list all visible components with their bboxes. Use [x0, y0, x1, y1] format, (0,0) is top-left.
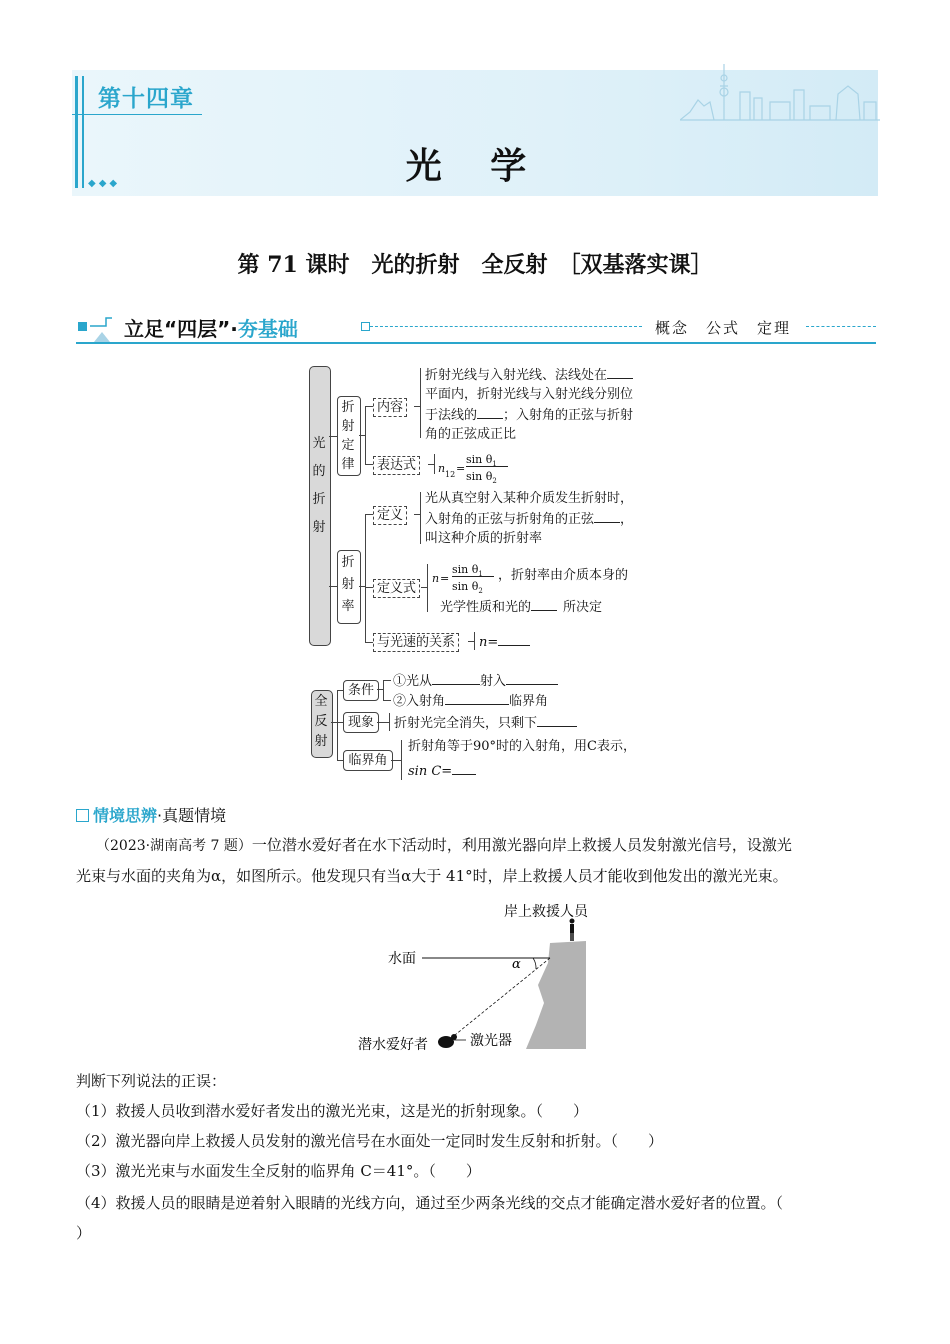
- crit-text: 折射角等于90°时的入射角，用C表示，: [408, 739, 636, 754]
- crit-label: 临界角: [343, 750, 393, 771]
- section-dash: [370, 326, 642, 327]
- label-alpha: α: [512, 957, 521, 972]
- index-speed-label: 与光速的关系: [373, 633, 459, 652]
- index-formula: n = $\sin \theta_1$ $\sin \theta_2$ ，折射率由介质本身的: [432, 563, 629, 596]
- judge-item-3: （3）激光光束与水面发生全反射的临界角 C＝41°。（ ）: [76, 1162, 481, 1180]
- chapter-divider: [72, 114, 202, 115]
- section-title-main: 立足“四层”·: [124, 317, 238, 341]
- label-rescuer: 岸上救援人员: [504, 904, 588, 920]
- decor-diamonds: ◆◆◆: [88, 178, 121, 189]
- section-marker: [361, 322, 370, 331]
- judge-item-4-cont: ）: [76, 1224, 92, 1242]
- laser-beam: [450, 958, 550, 1039]
- judge-item-2: （2）激光器向岸上救援人员发射的激光信号在水面处一定同时发生反射和折射。（ ）: [76, 1132, 664, 1150]
- judge-item-1: （1）救援人员收到潜水爱好者发出的激光光束，这是光的折射现象。（ ）: [76, 1102, 589, 1120]
- skyline-icon: [680, 62, 880, 122]
- cond-item-2: ②入射角 临界角: [393, 690, 548, 711]
- rescuer-icon: [570, 919, 575, 942]
- section-title: [124, 313, 298, 342]
- index-formula-text2: 光学性质和光的 所决定: [440, 596, 602, 617]
- cond-label: 条件: [343, 680, 379, 701]
- scenario-paragraph-2: 光束与水面的夹角为α，如图所示。他发现只有当α大于 41°时，岸上救援人员才能收到他发出的激光光束。: [76, 867, 788, 885]
- scenario-paragraph: （2023·湖南高考 7 题）一位潜水爱好者在水下活动时，利用激光器向岸上救援人员发射激光信号，设激光: [96, 836, 792, 854]
- label-diver: 潜水爱好者: [358, 1037, 428, 1053]
- section-title-highlight: 夯基础: [237, 317, 298, 341]
- checkbox-icon: [76, 809, 89, 822]
- root-label: 光 的 折 射: [312, 436, 326, 535]
- scenario-title: 情境思辨·真题情境: [76, 803, 226, 826]
- total-label: 全 反 射: [314, 694, 328, 749]
- lesson-title: 第 71 课时 光的折射 全反射 ［双基落实课］: [237, 252, 713, 278]
- index-label: 折 射 率: [341, 555, 355, 614]
- judge-item-4: （4）救援人员的眼睛是逆着射入眼睛的光线方向，通过至少两条光线的交点才能确定潜水爱好者的位置。（: [76, 1194, 784, 1212]
- diver-icon: [438, 1034, 457, 1048]
- section-tags: 概念 公式 定理: [655, 319, 792, 337]
- cond-item-1: ①光从 射入: [393, 670, 558, 691]
- chapter-title: 光 学: [405, 145, 545, 187]
- crit-formula: sin C=: [408, 760, 476, 781]
- index-def-label: 定义: [373, 506, 407, 525]
- section-underline: [76, 342, 876, 344]
- index-formula-label: 定义式: [373, 579, 420, 598]
- shore-cliff: [526, 941, 586, 1049]
- law-label: 折 射 定 律: [341, 400, 355, 472]
- phen-text: 折射光完全消失，只剩下: [394, 712, 577, 733]
- scenario-figure: [350, 893, 610, 1059]
- chapter-label: 第十四章: [98, 86, 194, 112]
- law-content-label: 内容: [373, 398, 407, 417]
- section-dash: [806, 326, 876, 327]
- section-icon: [76, 314, 116, 344]
- law-content-text: 折射光线与入射光线、法线处在 平面内，折射光线与入射光线分别位 于法线的 ；入射角的正弦与折射 角的正弦成正比: [425, 364, 655, 444]
- phen-label: 现象: [343, 712, 379, 733]
- label-surface: 水面: [388, 951, 416, 967]
- law-expr-label: 表达式: [373, 456, 420, 475]
- index-speed-text: n=: [479, 631, 530, 652]
- index-def-text: 光从真空射入某种介质发生折射时， 入射角的正弦与折射角的正弦 ， 叫这种介质的折射率: [425, 491, 634, 546]
- judge-intro: 判断下列说法的正误：: [76, 1072, 227, 1090]
- label-laser: 激光器: [470, 1033, 512, 1049]
